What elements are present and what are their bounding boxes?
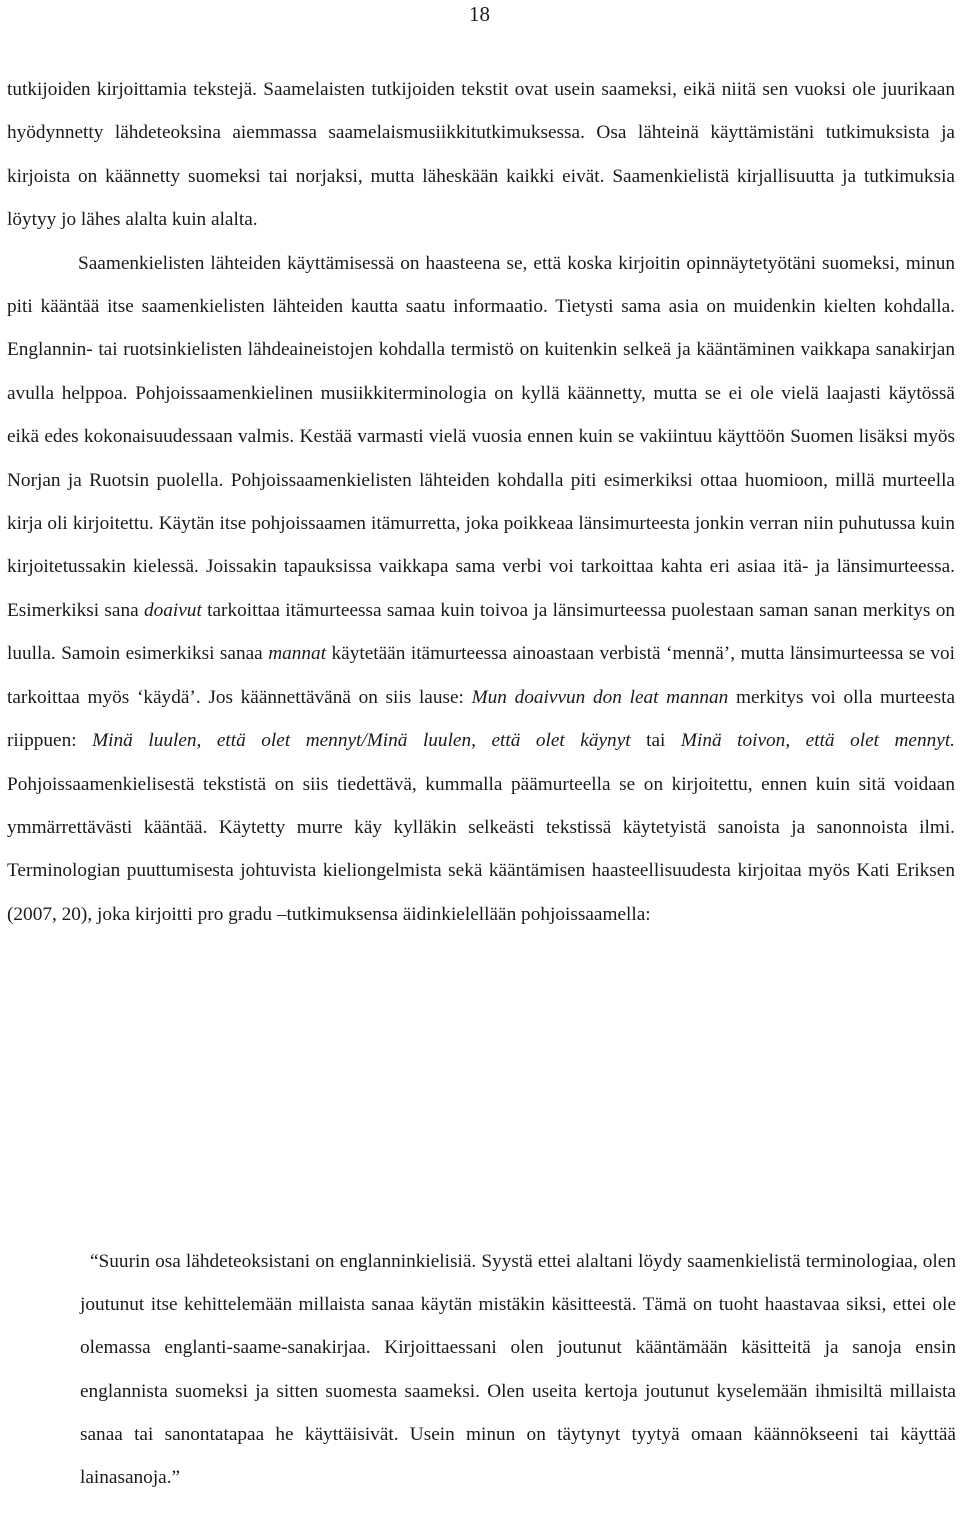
block-quote: “Suurin osa lähdeteoksistani on englanninkielisiä. Syystä ettei alaltani löydy saamenkielistä terminologiaa, olen joutunut itse kehittelemään millaista sanaa käytän mistäkin käsitteestä. Tämä on tuoht haastavaa siksi, ettei ole olemassa englanti-saame-sanakirjaa. Kirjoittaessani olen joutunut kääntämään käsitteitä ja sanoja ensin englannista suomeksi ja sitten suomesta saameksi. Olen useita kertoja joutunut kyselemään ihmisiltä millaista sanaa tai sanontatapaa he käyttäisivät. Usein minun on täytynyt tyytyä omaan käännökseeni tai käyttää lainasanoja.” <box>80 1251 956 1489</box>
body-text <box>7 68 955 936</box>
paragraph-2: Saamenkielisten lähteiden käyttämisessä on haasteena se, että koska kirjoitin opinnäytetyötäni suomeksi, minun piti kääntää itse saamenkielisten lähteiden kautta saatu informaatio. Tietysti sama asia on muidenkin kielten kohdalla. Englannin- tai ruotsinkielisten lähdeaineistojen kohdalla termistö on kuitenkin selkeä ja kääntäminen vaikkapa sanakirjan avulla helppoa. Pohjoissaamenkielinen musiikkiterminologia on kyllä käännetty, mutta se ei ole vielä laajasti käytössä eikä edes kokonaisuudessaan valmis. Kestää varmasti vielä vuosia ennen kuin se vakiintuu käyttöön Suomen lisäksi myös Norjan ja Ruotsin puolella. Pohjoissaamenkielisten lähteiden kohdalla piti esimerkiksi ottaa huomioon, millä murteella kirja oli kirjoitettu. Käytän itse pohjoissaamen itämurretta, joka poikkeaa länsimurteesta jonkin verran niin puhutussa kuin kirjoitetussakin kielessä. Joissakin tapauksissa vaikkapa sama verbi voi tarkoittaa kahta eri asiaa itä- ja länsimurteessa. Esimerkiksi sana doaivut tarkoittaa itämurteessa samaa kuin toivoa ja länsimurteessa puolestaan saman sanan merkitys on luulla. Samoin esimerkiksi sanaa mannat käytetään itämurteessa ainoastaan verbistä ‘mennä’, mutta länsimurteessa se voi tarkoittaa myös ‘käydä’. Jos käännettävänä on siis lause: Mun doaivvun don leat mannan merkitys voi olla murteesta riippuen: Minä luulen, että olet mennyt/Minä luulen, että olet käynyt tai Minä toivon, että olet mennyt. Pohjoissaamenkielisestä tekstistä on siis tiedettävä, kummalla päämurteella se on kirjoitettu, ennen kuin sitä voidaan ymmärrettävästi kääntää. Käytetty murre käy kylläkin selkeästi tekstissä käytetyistä sanoista ja sanonnoista ilmi. Terminologian puuttumisesta johtuvista kieliongelmista sekä kääntämisen haasteellisuudesta kirjoitaa myös Kati Eriksen (2007, 20), joka kirjoitti pro gradu –tutkimuksensa äidinkielellään pohjoissaamella: <box>7 252 955 925</box>
paragraph-1: tutkijoiden kirjoittamia tekstejä. Saamelaisten tutkijoiden tekstit ovat usein saameksi, eikä niitä sen vuoksi ole juurikaan hyödynnetty lähdeteoksina aiemmassa saamelaismusiikkitutkimuksessa. Osa lähteinä käyttämistäni tutkimuksista ja kirjoista on käännetty suomeksi tai norjaksi, mutta läheskään kaikki eivät. Saamenkielistä kirjallisuutta ja tutkimuksia löytyy jo lähes alalta kuin alalta. <box>7 79 955 231</box>
page-number: 18 <box>469 2 490 26</box>
